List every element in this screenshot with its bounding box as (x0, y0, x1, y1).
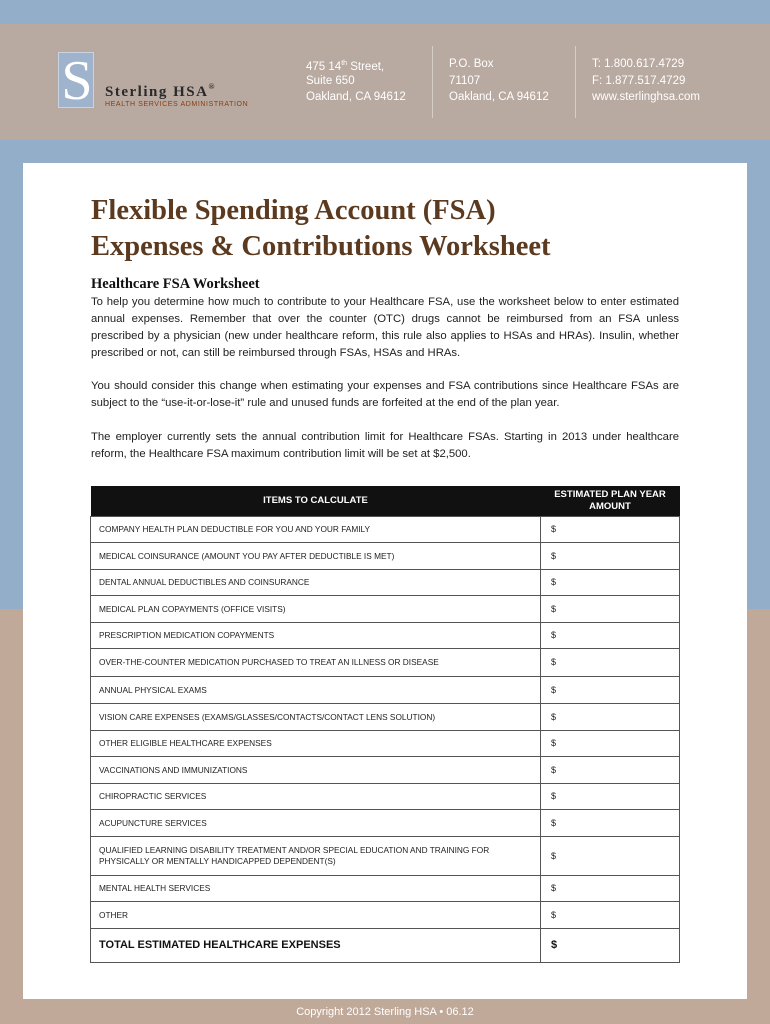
table-row (91, 757, 680, 784)
table-row (91, 784, 680, 810)
expense-item-label: VISION CARE EXPENSES (EXAMS/GLASSES/CONTACTS/CONTACT LENS SOLUTION) (91, 704, 541, 731)
expense-item-label: DENTAL ANNUAL DEDUCTIBLES AND COINSURANCE (91, 570, 541, 596)
phone: T: 1.800.617.4729 (592, 58, 685, 70)
amount-input-field[interactable]: $ (541, 757, 680, 784)
amount-input-field[interactable]: $ (541, 704, 680, 731)
expense-item-label: ACUPUNCTURE SERVICES (91, 810, 541, 837)
change-paragraph: You should consider this change when estimating your expenses and FSA contributions since Healthcare FSAs are subject to the “use-it-or-lose-it” rule and unused funds are forfeited at the end of the plan year. (91, 380, 679, 409)
expense-item-label: OTHER (91, 902, 541, 929)
po-box-address: P.O. Box 71107 Oakland, CA 94612 (449, 58, 549, 103)
contact-info (592, 56, 700, 106)
table-row (91, 570, 680, 596)
section-heading: Healthcare FSA Worksheet (91, 276, 260, 292)
amount-input-field[interactable]: $ (541, 543, 680, 570)
expense-item-label: CHIROPRACTIC SERVICES (91, 784, 541, 810)
table-row (91, 517, 680, 543)
amount-input-field[interactable]: $ (541, 677, 680, 704)
amount-input-field[interactable]: $ (541, 570, 680, 596)
fax: F: 1.877.517.4729 (592, 74, 686, 87)
table-row (91, 596, 680, 623)
total-amount-field[interactable]: $ (541, 929, 680, 963)
amount-input-field[interactable]: $ (541, 649, 680, 677)
amount-input-field[interactable]: $ (541, 731, 680, 757)
amount-input-field[interactable]: $ (541, 623, 680, 649)
column-header-items: ITEMS TO CALCULATE (91, 486, 541, 517)
amount-input-field[interactable]: $ (541, 784, 680, 810)
divider (575, 46, 576, 118)
divider (432, 46, 433, 118)
table-row (91, 837, 680, 876)
amount-input-field[interactable]: $ (541, 876, 680, 902)
amount-input-field[interactable]: $ (541, 902, 680, 929)
sterling-logo-icon: S (58, 52, 94, 108)
expense-item-label: QUALIFIED LEARNING DISABILITY TREATMENT AND/OR SPECIAL EDUCATION AND TRAINING FOR PHYSICALLY OR MENTALLY HANDICAPPED DEPENDENT(S) (91, 837, 541, 876)
total-label: TOTAL ESTIMATED HEALTHCARE EXPENSES (91, 929, 541, 963)
table-row (91, 902, 680, 929)
street-address: 475 14th Street, Suite 650 Oakland, CA 94612 (306, 60, 406, 103)
table-row (91, 704, 680, 731)
expense-item-label: OTHER ELIGIBLE HEALTHCARE EXPENSES (91, 731, 541, 757)
table-row (91, 876, 680, 902)
amount-input-field[interactable]: $ (541, 837, 680, 876)
expense-item-label: MENTAL HEALTH SERVICES (91, 876, 541, 902)
column-header-amount: ESTIMATED PLAN YEAR AMOUNT (541, 486, 680, 517)
expense-item-label: MEDICAL COINSURANCE (AMOUNT YOU PAY AFTER DEDUCTIBLE IS MET) (91, 543, 541, 570)
expense-item-label: MEDICAL PLAN COPAYMENTS (OFFICE VISITS) (91, 596, 541, 623)
amount-input-field[interactable]: $ (541, 810, 680, 837)
expense-item-label: COMPANY HEALTH PLAN DEDUCTIBLE FOR YOU AND YOUR FAMILY (91, 517, 541, 543)
table-row (91, 649, 680, 677)
expense-item-label: ANNUAL PHYSICAL EXAMS (91, 677, 541, 704)
expense-item-label: VACCINATIONS AND IMMUNIZATIONS (91, 757, 541, 784)
letterhead (0, 24, 770, 140)
expense-item-label: OVER-THE-COUNTER MEDICATION PURCHASED TO TREAT AN ILLNESS OR DISEASE (91, 649, 541, 677)
brand-tagline: HEALTH SERVICES ADMINISTRATION (105, 101, 249, 108)
expense-item-label: PRESCRIPTION MEDICATION COPAYMENTS (91, 623, 541, 649)
table-row (91, 731, 680, 757)
page-title: Flexible Spending Account (FSA) Expenses & Contributions Worksheet (91, 195, 551, 262)
table-row (91, 810, 680, 837)
amount-input-field[interactable]: $ (541, 517, 680, 543)
limit-paragraph: The employer currently sets the annual contribution limit for Healthcare FSAs. Starting in 2013 under healthcare reform, the Healthcare FSA maximum contribution limit will be set at $2,500. (91, 431, 679, 460)
amount-input-field[interactable]: $ (541, 596, 680, 623)
table-row (91, 677, 680, 704)
intro-paragraph: To help you determine how much to contribute to your Healthcare FSA, use the worksheet below to enter estimated annual expenses. Remember that over the counter (OTC) drugs cannot be reimbursed from an FSA unless prescribed by a physician (new under healthcare reform, this rule also applies to HSAs and HRAs). Insulin, whether prescribed or not, can still be reimbursed through FSAs, HSAs and HRAs. (91, 296, 679, 359)
table-row (91, 543, 680, 570)
brand-name: Sterling HSA® (105, 82, 216, 100)
total-row (91, 929, 680, 963)
worksheet-table (90, 486, 680, 963)
copyright-footer: Copyright 2012 Sterling HSA • 06.12 (296, 1006, 474, 1018)
website-link[interactable]: www.sterlinghsa.com (592, 91, 701, 103)
table-row (91, 623, 680, 649)
